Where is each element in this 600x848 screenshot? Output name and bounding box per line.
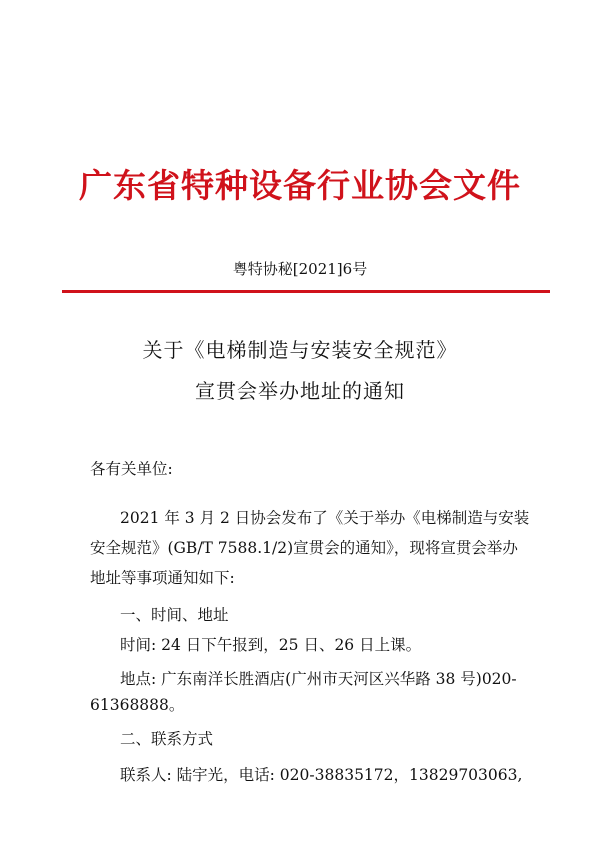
location-line-2: 61368888。 [90,696,185,714]
salutation: 各有关单位: [90,460,173,478]
notice-title-line-1: 关于《电梯制造与安装安全规范》 [142,338,458,362]
time-line: 时间: 24 日下午报到，25 日、26 日上课。 [120,636,422,654]
organization-title: 广东省特种设备行业协会文件 [79,166,521,205]
section-heading-time-address: 一、时间、地址 [120,606,229,624]
header-divider [62,290,550,293]
document-number: 粤特协秘[2021]6号 [232,260,368,278]
notice-title-line-2: 宣贯会举办地址的通知 [195,379,405,403]
intro-line-3: 地址等事项通知如下: [90,569,235,587]
intro-line-2: 安全规范》(GB/T 7588.1/2)宣贯会的通知》，现将宣贯会举办 [90,539,518,557]
contact-line: 联系人: 陆宇光，电话: 020-38835172，13829703063, [120,766,523,784]
intro-line-1: 2021 年 3 月 2 日协会发布了《关于举办《电梯制造与安装 [120,509,530,527]
section-heading-contact: 二、联系方式 [120,730,214,748]
location-line-1: 地点: 广东南洋长胜酒店(广州市天河区兴华路 38 号)020- [120,670,517,688]
